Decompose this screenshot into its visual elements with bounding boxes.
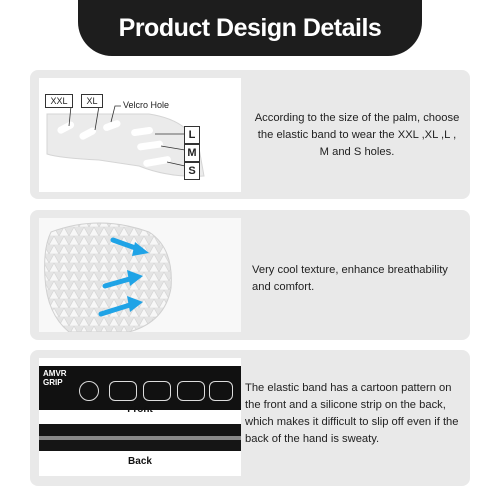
- front-back-card: [30, 350, 470, 486]
- back-label: Back: [128, 456, 152, 467]
- texture-card: [30, 210, 470, 340]
- brand-line-2: GRIP: [43, 378, 63, 387]
- header-banner: [78, 0, 422, 56]
- back-silicone-strip: [39, 424, 241, 451]
- page-title: Product Design Details: [118, 13, 382, 42]
- front-back-image: [39, 358, 241, 476]
- size-tag-xxl: XXL: [45, 94, 73, 108]
- size-holes-card: [30, 70, 470, 199]
- front-back-description: The elastic band has a cartoon pattern on the front and a silicone strip on the back, which makes it difficult to slip off even if the back of the hand is sweaty.: [245, 382, 459, 445]
- vr-headset-icon: [177, 381, 205, 401]
- front-label: Front: [127, 404, 153, 415]
- size-letter-m: M: [184, 144, 200, 162]
- texture-image: [39, 218, 241, 332]
- texture-description: Very cool texture, enhance breathability and comfort.: [252, 264, 448, 293]
- brand-line-1: AMVR: [43, 369, 67, 378]
- brand-label: [43, 369, 67, 387]
- vr-headset-icon: [79, 381, 99, 401]
- strap-size-image: [39, 78, 241, 192]
- silicone-stripe: [39, 436, 241, 440]
- velcro-hole-label: Velcro Hole: [123, 100, 170, 110]
- vr-headset-icon: [109, 381, 137, 401]
- size-letter-s: S: [184, 162, 200, 180]
- size-letter-l: L: [184, 126, 200, 144]
- texture-illustration: [39, 218, 241, 332]
- vr-headset-icon: [143, 381, 171, 401]
- vr-headset-icon: [209, 381, 233, 401]
- size-holes-description: According to the size of the palm, choose the elastic band to wear the XXL ,XL ,L , M and S holes.: [254, 112, 460, 158]
- size-tag-xl: XL: [81, 94, 103, 108]
